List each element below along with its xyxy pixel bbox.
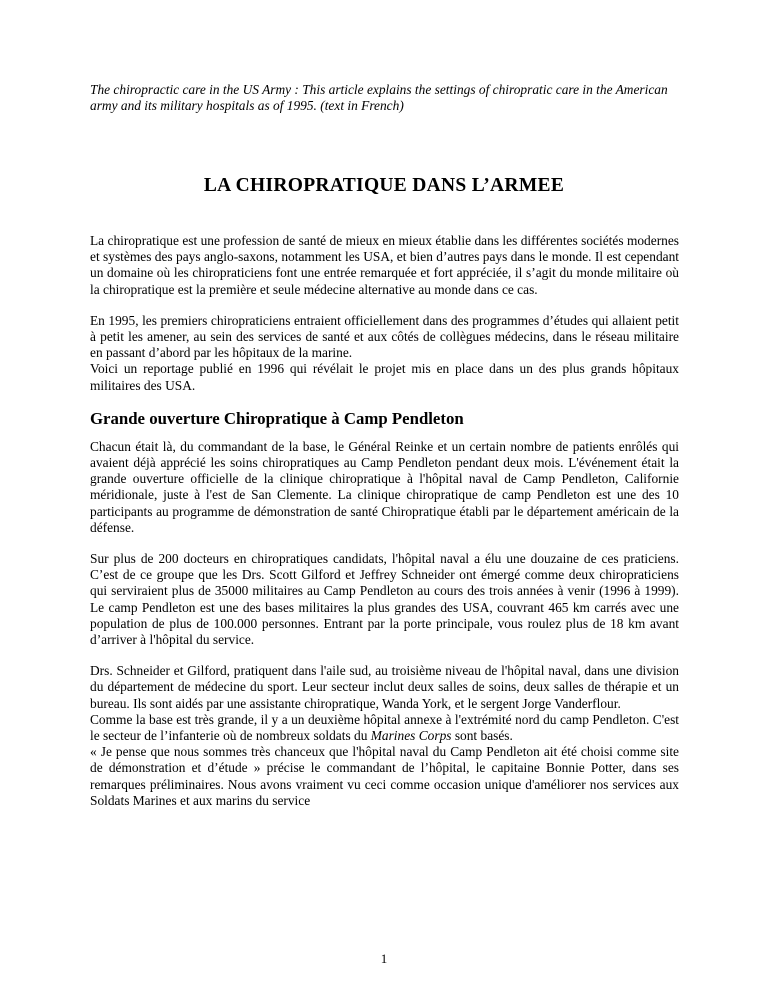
paragraph-doctors: Sur plus de 200 docteurs en chiropratiques candidats, l'hôpital naval a élu une douzaine de ces praticiens. C’est de ce groupe que les Drs. Scott Gilford et Jeffrey Schneider ont émergé comme deux chiropraticiens qui serviraient plus de 35000 militaires au Camp Pendleton au cours des trois années à venir (1996 à 1999). Le camp Pendleton est une des bases militaires la plus grandes des USA, couvrant 465 km carrés avec une population de plus de 100.000 personnes. Entrant par la porte principale, vous roulez plus de 18 km avant d’arriver à l'hôpital du service. (90, 551, 679, 648)
page-number: 1 (380, 951, 388, 966)
section-heading: Grande ouverture Chiropratique à Camp Pendleton (90, 408, 464, 428)
paragraph-south-wing: Drs. Schneider et Gilford, pratiquent dans l'aile sud, au troisième niveau de l'hôpital naval, dans une division du département de médecine du sport. Leur secteur inclut deux salles de soins, deux salles de thérapie et un bureau. Ils sont aidés par une assistante chiropratique, Wanda York, et le sergent Jorge Vanderflour. (90, 663, 679, 711)
annex-text-start: Comme la base est très grande, il y a un deuxième hôpital annexe à l'extrémité nord du camp Pendleton. C'est le secteur de l’infanterie où de nombreux soldats du (90, 711, 679, 744)
paragraph-quote: « Je pense que nous sommes très chanceux que l'hôpital naval du Camp Pendleton ait été choisi comme site de démonstration et d’étude » précise le commandant de l’hôpital, le capitaine Bonnie Potter, dans ses remarques préliminaires. Nous avons vraiment vu ceci comme occasion unique d'améliorer nos services aux Soldats Marines et aux marins du service (90, 744, 679, 808)
paragraph-reportage: Voici un reportage publié en 1996 qui révélait le projet mis en place dans un des plus grands hôpitaux militaires des USA. (90, 361, 679, 393)
marines-corps-italic: Marines Corps (370, 728, 452, 744)
paragraph-intro: La chiropratique est une profession de santé de mieux en mieux établie dans les différentes sociétés modernes et systèmes des pays anglo-saxons, notamment les USA, et bien d’autres pays dans le monde. Il est cependant un domaine où les chiropraticiens font une entrée remarquée et fort appréciée, il s’agit du monde militaire où la chiropratique est la première et seule médecine alternative au monde dans ce cas. (90, 233, 679, 297)
paragraph-1995: En 1995, les premiers chiropraticiens entraient officiellement dans des programmes d’études qui allaient petit à petit les amener, au sein des services de santé et aux côtés de collègues médecins, dans le réseau militaire en passant d’abord par les hôpitaux de la marine. (90, 312, 679, 361)
article-body (90, 233, 679, 809)
page-title: LA CHIROPRATIQUE DANS L’ARMEE (203, 175, 565, 196)
paragraph-annex (90, 712, 679, 744)
intro-note: The chiropractic care in the US Army : This article explains the settings of chiropratic care in the American army and its military hospitals as of 1995. (text in French) (90, 82, 668, 114)
annex-text-end: sont basés. (451, 728, 513, 744)
paragraph-opening: Chacun était là, du commandant de la base, le Général Reinke et un certain nombre de patients enrôlés qui avaient déjà apprécié les soins chiropratiques au Camp Pendleton pendant deux mois. L'événement était la grande ouverture officielle de la clinique chiropratique à l'hôpital naval de Camp Pendleton, Californie méridionale, juste à l'est de San Clemente. La clinique chiropratique de camp Pendleton est une des 10 participants au programme de démonstration de santé Chiropratique établi par le département américain de la défense. (90, 438, 679, 535)
